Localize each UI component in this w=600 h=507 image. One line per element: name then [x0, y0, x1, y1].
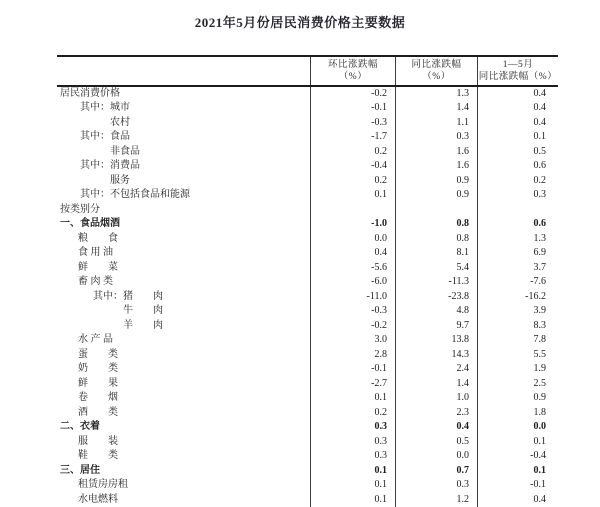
table-body	[57, 87, 558, 507]
row-indicator-label: 水 产 品	[78, 334, 113, 345]
header-ytd-column	[477, 57, 558, 85]
row-ytd-value: 0.6	[477, 217, 558, 232]
row-yoy-value: 0.4	[395, 420, 477, 435]
row-yoy-value: 0.3	[395, 478, 477, 493]
table-row	[57, 478, 558, 493]
row-yoy-value: 5.4	[395, 261, 477, 276]
row-yoy-value: 1.6	[395, 159, 477, 174]
row-indicator-label: 二、衣着	[60, 421, 100, 432]
table-row	[57, 261, 558, 276]
row-ytd-value: 3.9	[477, 304, 558, 319]
row-yoy-value: 8.1	[395, 246, 477, 261]
row-yoy-value: 0.9	[395, 188, 477, 203]
row-mom-value: -0.1	[310, 362, 395, 377]
row-indicator-label: 按类别分	[60, 203, 100, 215]
table-row	[57, 87, 558, 102]
row-mom-value: 2.8	[310, 348, 395, 363]
table-row	[57, 435, 558, 450]
row-ytd-value: 1.8	[477, 406, 558, 421]
table-row	[57, 159, 558, 174]
row-yoy-value: -11.3	[395, 275, 477, 290]
table-row	[57, 449, 558, 464]
table-row	[57, 391, 558, 406]
table-row	[57, 145, 558, 160]
header-yoy-line1: 同比涨跌幅	[411, 59, 462, 70]
row-yoy-value: 14.3	[395, 348, 477, 363]
table-row	[57, 377, 558, 392]
header-mom-column	[310, 57, 395, 85]
row-mom-value: 3.0	[310, 333, 395, 348]
table-row	[57, 493, 558, 507]
header-ytd-line2: 同比涨跌幅（%）	[478, 71, 558, 82]
table-row	[57, 130, 558, 145]
row-mom-value: -0.3	[310, 116, 395, 131]
row-indicator-label: 三、居住	[60, 464, 100, 476]
table-row	[57, 217, 558, 232]
header-mom-line2: （%）	[338, 71, 368, 82]
row-mom-value: 0.0	[310, 232, 395, 247]
row-yoy-value: 0.5	[395, 435, 477, 450]
row-indicator-label: 服 装	[78, 435, 118, 447]
row-mom-value: -0.2	[310, 87, 395, 102]
table-row	[57, 304, 558, 319]
row-yoy-value: 0.9	[395, 174, 477, 189]
row-indicator-label: 其中：猪 肉	[93, 290, 163, 302]
row-mom-value: 0.3	[310, 420, 395, 435]
row-yoy-value: 0.3	[395, 130, 477, 145]
row-ytd-value: 0.2	[477, 174, 558, 189]
row-indicator-label: 粮 食	[78, 232, 118, 244]
row-ytd-value: 1.3	[477, 232, 558, 247]
row-ytd-value: 6.9	[477, 246, 558, 261]
row-indicator-label: 其中：食品	[80, 131, 130, 142]
row-mom-value: 0.1	[310, 478, 395, 493]
row-ytd-value: 0.4	[477, 101, 558, 116]
table-row	[57, 406, 558, 421]
row-indicator-label: 其中：消费品	[80, 160, 140, 171]
table-row	[57, 464, 558, 479]
table-row	[57, 290, 558, 305]
page-title: 2021年5月份居民消费价格主要数据	[194, 15, 406, 30]
row-indicator-label: 奶 类	[78, 363, 118, 374]
row-ytd-value: 0.3	[477, 188, 558, 203]
row-yoy-value: 2.4	[395, 362, 477, 377]
row-indicator-label: 一、食品烟酒	[60, 218, 120, 229]
row-ytd-value: 2.5	[477, 377, 558, 392]
row-mom-value: 0.1	[310, 188, 395, 203]
table-row	[57, 188, 558, 203]
row-mom-value: 0.3	[310, 435, 395, 450]
row-yoy-value: 1.1	[395, 116, 477, 131]
row-ytd-value: -0.1	[477, 478, 558, 493]
row-yoy-value: 2.3	[395, 406, 477, 421]
row-indicator-label: 服务	[110, 174, 130, 186]
row-ytd-value: 7.8	[477, 333, 558, 348]
header-ytd-line1: 1—5月	[502, 59, 534, 70]
table-row	[57, 246, 558, 261]
cpi-data-table	[57, 55, 558, 507]
row-ytd-value: 0.5	[477, 145, 558, 160]
row-ytd-value: 3.7	[477, 261, 558, 276]
table-row	[57, 319, 558, 334]
row-indicator-label: 非食品	[110, 145, 140, 157]
row-ytd-value: 0.4	[477, 116, 558, 131]
row-yoy-value: 0.7	[395, 464, 477, 479]
row-ytd-value: -7.6	[477, 275, 558, 290]
row-ytd-value: 1.9	[477, 362, 558, 377]
row-ytd-value: 5.5	[477, 348, 558, 363]
row-mom-value: 0.1	[310, 391, 395, 406]
row-mom-value: -1.0	[310, 217, 395, 232]
row-indicator-label: 鲜 菜	[78, 261, 118, 273]
row-yoy-value: 1.4	[395, 377, 477, 392]
row-ytd-value: 0.1	[477, 130, 558, 145]
row-ytd-value: 0.6	[477, 159, 558, 174]
table-row	[57, 101, 558, 116]
row-mom-value: -11.0	[310, 290, 395, 305]
header-yoy-line2: （%）	[422, 71, 451, 82]
row-mom-value: -0.4	[310, 159, 395, 174]
row-yoy-value: 0.8	[395, 232, 477, 247]
table-row	[57, 333, 558, 348]
table-row	[57, 362, 558, 377]
row-mom-value: 0.2	[310, 406, 395, 421]
table-row	[57, 348, 558, 363]
row-ytd-value: -16.2	[477, 290, 558, 305]
row-indicator-label: 卷 烟	[78, 392, 118, 403]
row-indicator-label: 酒 类	[78, 406, 118, 418]
row-indicator-label: 其中：城市	[80, 102, 130, 113]
row-yoy-value: 0.8	[395, 217, 477, 232]
row-yoy-value: -23.8	[395, 290, 477, 305]
table-row	[57, 116, 558, 131]
row-indicator-label: 食 用 油	[78, 247, 113, 258]
row-mom-value: -6.0	[310, 275, 395, 290]
header-mom-line1: 环比涨跌幅	[327, 59, 378, 70]
row-yoy-value: 9.7	[395, 319, 477, 334]
row-indicator-label: 水电燃料	[78, 493, 118, 505]
row-yoy-value: 4.8	[395, 304, 477, 319]
row-mom-value: -2.7	[310, 377, 395, 392]
row-yoy-value: 1.6	[395, 145, 477, 160]
row-mom-value: 0.1	[310, 464, 395, 479]
table-row	[57, 232, 558, 247]
row-indicator-label: 居民消费价格	[60, 87, 120, 99]
row-mom-value	[310, 203, 395, 218]
row-indicator-label: 畜 肉 类	[78, 276, 113, 287]
row-mom-value: 0.1	[310, 493, 395, 507]
table-header-row	[57, 57, 558, 87]
row-indicator-label: 鞋 类	[78, 450, 118, 461]
row-mom-value: -5.6	[310, 261, 395, 276]
row-mom-value: 0.4	[310, 246, 395, 261]
row-yoy-value: 1.0	[395, 391, 477, 406]
table-row	[57, 174, 558, 189]
table-row	[57, 420, 558, 435]
row-yoy-value	[395, 203, 477, 218]
row-ytd-value: 0.1	[477, 435, 558, 450]
row-mom-value: 0.2	[310, 145, 395, 160]
row-mom-value: -0.2	[310, 319, 395, 334]
row-mom-value: -1.7	[310, 130, 395, 145]
row-yoy-value: 1.2	[395, 493, 477, 507]
row-ytd-value: 0.4	[477, 493, 558, 507]
row-mom-value: 0.3	[310, 449, 395, 464]
row-ytd-value: 0.0	[477, 420, 558, 435]
table-row	[57, 275, 558, 290]
row-ytd-value	[477, 203, 558, 218]
row-ytd-value: 0.9	[477, 391, 558, 406]
row-indicator-label: 租赁房房租	[78, 479, 128, 490]
row-indicator-label: 农村	[110, 116, 130, 128]
row-indicator-label: 羊 肉	[123, 319, 163, 331]
row-indicator-label: 其中：不包括食品和能源	[80, 189, 190, 200]
row-ytd-value: 8.3	[477, 319, 558, 334]
header-yoy-column	[395, 57, 477, 85]
row-yoy-value: 13.8	[395, 333, 477, 348]
row-ytd-value: -0.4	[477, 449, 558, 464]
row-yoy-value: 0.0	[395, 449, 477, 464]
row-ytd-value: 0.4	[477, 87, 558, 102]
row-ytd-value: 0.1	[477, 464, 558, 479]
row-yoy-value: 1.3	[395, 87, 477, 102]
row-indicator-label: 鲜 果	[78, 377, 118, 389]
row-mom-value: 0.2	[310, 174, 395, 189]
row-indicator-label: 蛋 类	[78, 348, 118, 360]
row-indicator-label: 牛 肉	[123, 305, 163, 316]
table-row	[57, 203, 558, 218]
row-mom-value: -0.3	[310, 304, 395, 319]
header-indicator-column	[57, 57, 310, 85]
row-mom-value: -0.1	[310, 101, 395, 116]
row-yoy-value: 1.4	[395, 101, 477, 116]
